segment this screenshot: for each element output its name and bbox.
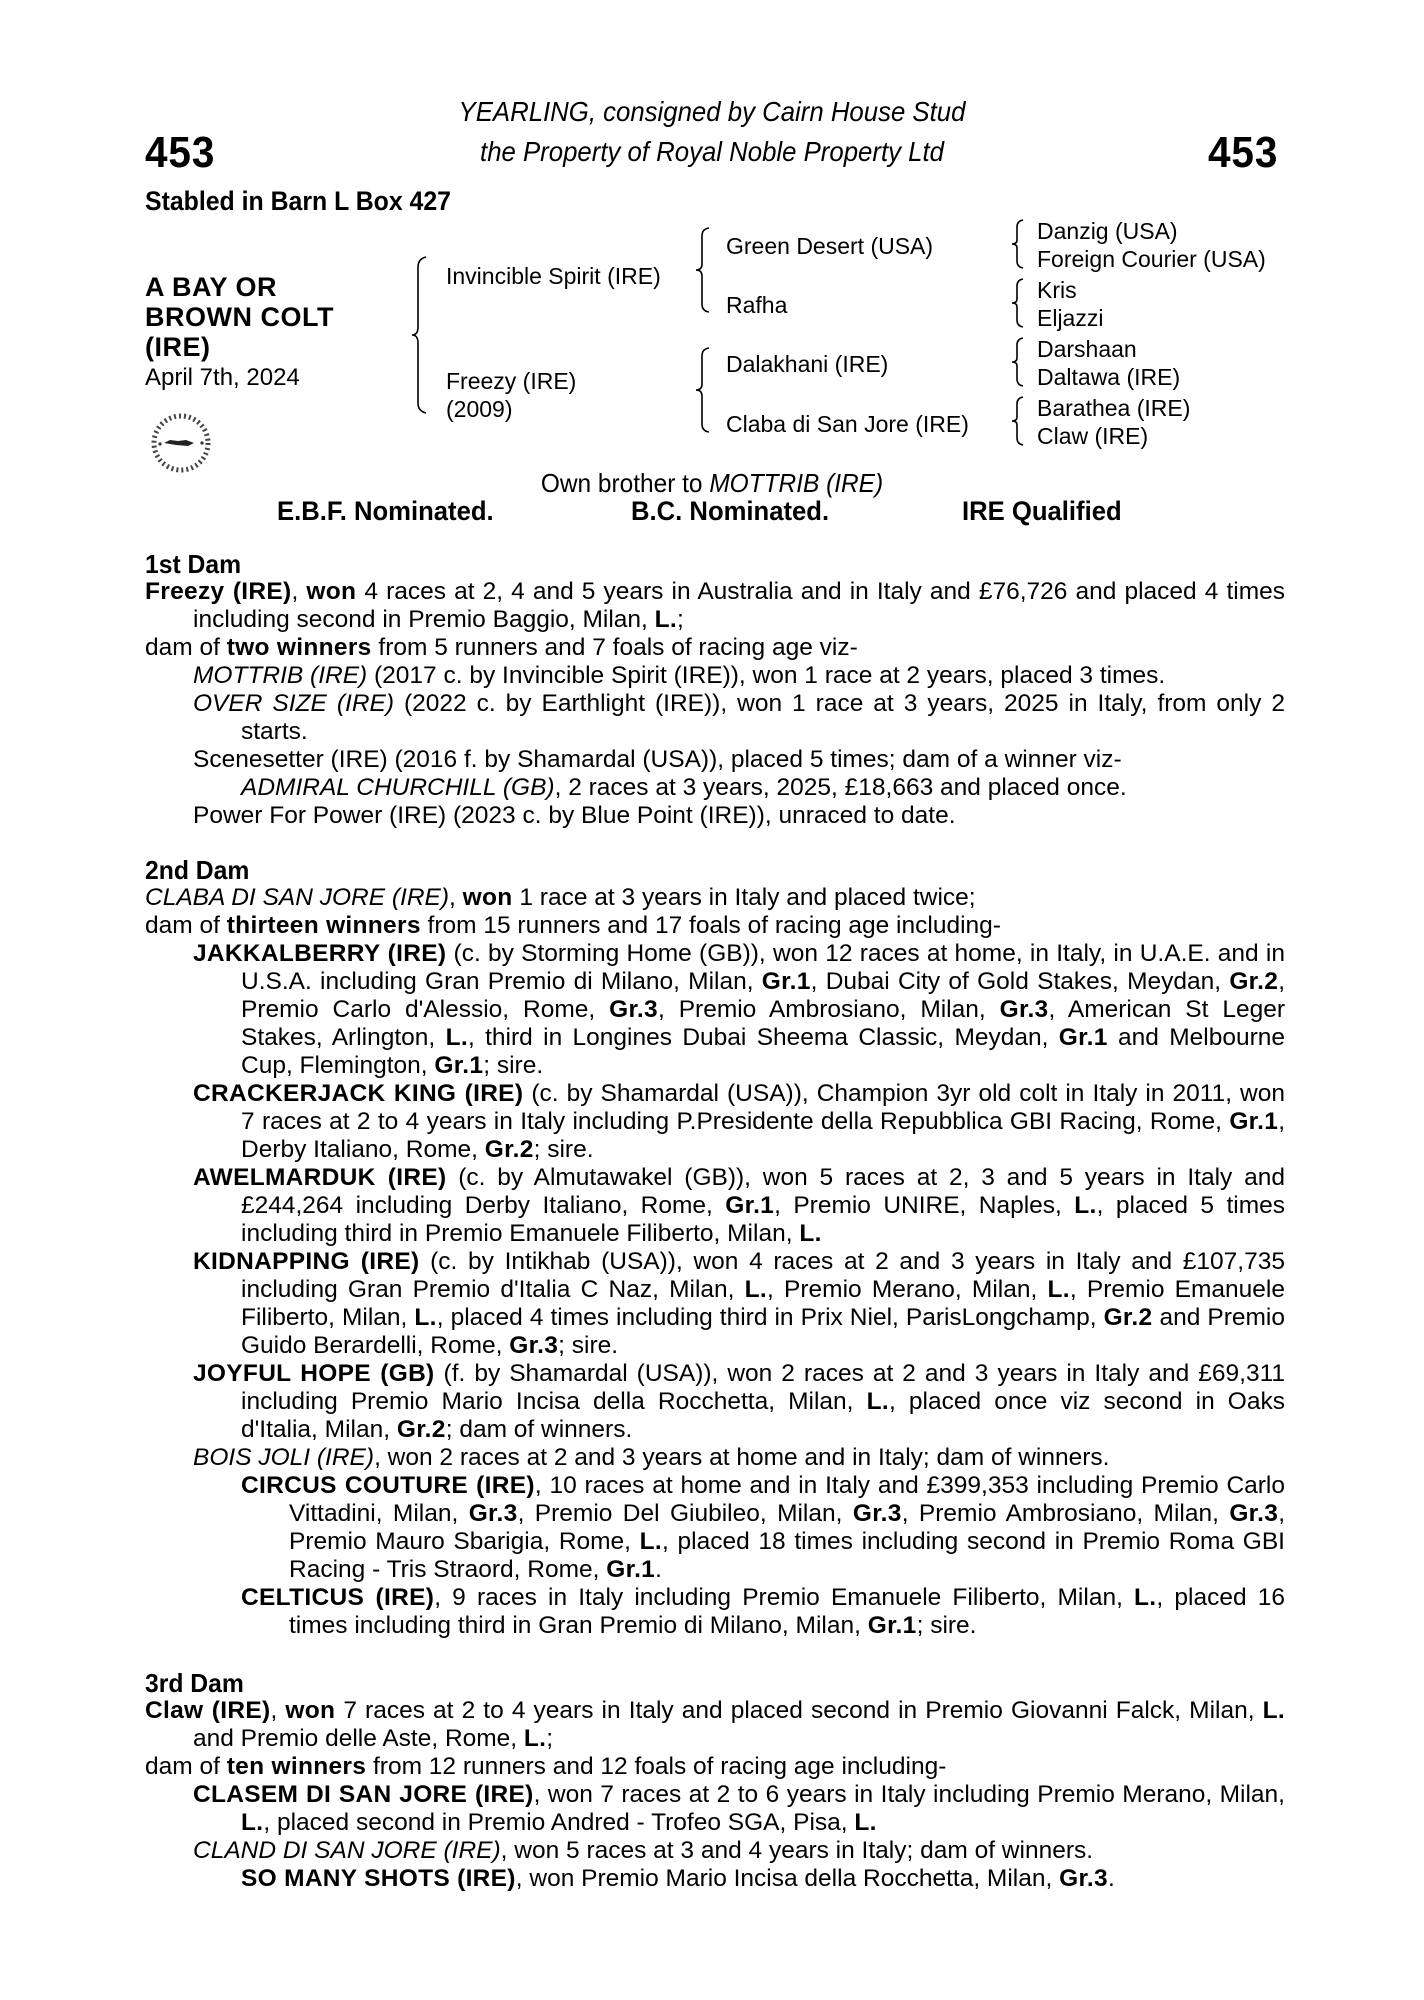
bold-run: CELTICUS (IRE) (241, 1584, 435, 1611)
pedigree-brace-dam (693, 346, 713, 434)
bold-run: ten winners (226, 1753, 367, 1780)
text-run: ; sire. (533, 1136, 594, 1163)
bold-run: two winners (226, 634, 372, 661)
pedigree-dam-dam: Claba di San Jore (IRE) (726, 411, 969, 437)
bold-run: L. (854, 1809, 877, 1836)
pedigree-entry (193, 1164, 1285, 1248)
text-run: from 5 runners and 7 foals of racing age viz- (371, 634, 858, 661)
bold-run: L. (1134, 1584, 1157, 1611)
pedigree-brace-sire (693, 226, 713, 314)
pedigree-ggp: Darshaan (1037, 336, 1137, 362)
pedigree-entry (193, 1837, 1285, 1865)
bold-run: SO MANY SHOTS (IRE) (241, 1865, 516, 1892)
text-run: , placed once viz second in Oaks d'Italia, Milan, (241, 1388, 1285, 1443)
text-run: , (291, 578, 307, 605)
bold-run: Gr.1 (867, 1612, 917, 1639)
text-run: Scenesetter (IRE) (2016 f. by Shamardal (USA)), placed 5 times; dam of a winner viz- (193, 746, 1122, 773)
pedigree-entry (193, 1444, 1285, 1472)
pedigree-ggp: Foreign Courier (USA) (1037, 246, 1266, 272)
pedigree-entry (145, 634, 1285, 662)
horse-title-line: BROWN COLT (145, 302, 334, 332)
bold-run: Gr.1 (1058, 1024, 1108, 1051)
bold-run: Gr.2 (484, 1136, 534, 1163)
bold-run: L. (1262, 1697, 1285, 1724)
pedigree-dam-year: (2009) (446, 396, 513, 422)
text-run: , placed 4 times including third in Prix Niel, ParisLongchamp, (436, 1304, 1104, 1331)
bold-run: Gr.3 (999, 996, 1049, 1023)
text-run: . (1107, 1865, 1115, 1892)
pedigree-dam-sire: Dalakhani (IRE) (726, 351, 889, 377)
text-run: , placed second in Premio Andred - Trofeo SGA, Pisa, (263, 1809, 855, 1836)
text-run: , (449, 884, 463, 911)
text-run: ; (677, 606, 684, 633)
bold-run: Gr.3 (468, 1500, 518, 1527)
pedigree-entry (145, 1753, 1285, 1781)
bold-run: L. (1047, 1276, 1070, 1303)
text-run: , 10 races at home and in Italy and £399,353 including Premio Carlo Vittadini, Milan, (289, 1472, 1285, 1527)
pedigree-entry (193, 1360, 1285, 1444)
pedigree-entry (193, 746, 1285, 774)
text-run: and Premio Guido Berardelli, Rome, (241, 1304, 1285, 1359)
bold-run: won (306, 578, 357, 605)
bc-nominated: B.C. Nominated. (631, 496, 830, 526)
text-run: (c. by Storming Home (GB)), won 12 races at home, in Italy, in U.A.E. and in U.S.A. including Gran Premio di Milano, Milan, (241, 940, 1285, 995)
pedigree-entry (241, 1584, 1285, 1640)
pedigree-brace-ggp-3 (1010, 336, 1026, 388)
bold-run: Gr.1 (725, 1192, 775, 1219)
text-run: , Premio Merano, Milan, (767, 1276, 1048, 1303)
text-run: (2017 c. by Invincible Spirit (IRE)), won 1 race at 2 years, placed 3 times. (367, 662, 1166, 689)
bold-run: L. (744, 1276, 768, 1303)
text-run: , American St Leger Stakes, Arlington, (241, 996, 1285, 1051)
pedigree-entry (193, 1781, 1285, 1837)
bold-run: L. (523, 1725, 547, 1752)
text-run: from 12 runners and 12 foals of racing age including- (366, 1753, 947, 1780)
pedigree-entry (193, 1248, 1285, 1360)
pedigree-ggp: Barathea (IRE) (1037, 395, 1191, 421)
pedigree-ggp: Daltawa (IRE) (1037, 364, 1181, 390)
bold-run: CIRCUS COUTURE (IRE) (241, 1472, 535, 1499)
bold-run: CLASEM DI SAN JORE (IRE) (193, 1781, 534, 1808)
text-run: , won Premio Mario Incisa della Rocchetta, Milan, (515, 1865, 1060, 1892)
horse-title (145, 272, 334, 362)
text-run: 1 race at 3 years in Italy and placed twice; (512, 884, 976, 911)
text-run: , Premio Carlo d'Alessio, Rome, (241, 968, 1285, 1023)
dam-heading-3: 3rd Dam (145, 1668, 244, 1698)
text-run: (f. by Shamardal (USA)), won 2 races at 2 and 3 years in Italy and £69,311 including Premio Mario Incisa della Rocchetta, Milan, (241, 1360, 1285, 1415)
pedigree-entry (193, 940, 1285, 1080)
ire-qualified: IRE Qualified (962, 496, 1122, 526)
text-run: , Premio Ambrosiano, Milan, (901, 1500, 1230, 1527)
bold-run: AWELMARDUK (IRE) (193, 1164, 447, 1191)
italic-run: CLAND DI SAN JORE (IRE) (193, 1837, 501, 1864)
bold-run: Gr.2 (1229, 968, 1279, 995)
lot-number-left: 453 (145, 128, 216, 177)
stud-seal-icon (148, 410, 214, 476)
pedigree-brace-main (410, 255, 430, 415)
bold-run: L. (1074, 1192, 1097, 1219)
text-run: , Derby Italiano, Rome, (241, 1108, 1285, 1163)
dam-heading-2: 2nd Dam (145, 855, 250, 885)
text-run: dam of (145, 1753, 227, 1780)
text-run: , Premio Mauro Sbarigia, Rome, (289, 1500, 1285, 1555)
dam-heading-1: 1st Dam (145, 549, 242, 579)
text-run: 4 races at 2, 4 and 5 years in Australia and in Italy and £76,726 and placed 4 times including second in Premio Baggio, Milan, (193, 578, 1285, 633)
italic-run: OVER SIZE (IRE) (193, 690, 395, 717)
stabled-location: Stabled in Barn L Box 427 (145, 186, 452, 216)
own-brother-note (43, 468, 1382, 499)
text-run: dam of (145, 912, 227, 939)
lot-number-right: 453 (1208, 128, 1279, 177)
own-brother-prefix: Own brother to (540, 468, 710, 498)
consignor-line: YEARLING, consigned by Cairn House Stud (458, 96, 966, 127)
italic-run: BOIS JOLI (IRE) (193, 1444, 375, 1471)
text-run: , placed 16 times including third in Gran Premio di Milano, Milan, (289, 1584, 1285, 1639)
text-run: and Premio delle Aste, Rome, (193, 1725, 524, 1752)
bold-run: Gr.1 (434, 1052, 484, 1079)
own-brother-name: MOTTRIB (IRE) (709, 468, 884, 498)
bold-run: Gr.1 (761, 968, 811, 995)
pedigree-brace-ggp-4 (1010, 395, 1026, 447)
text-run: 7 races at 2 to 4 years in Italy and placed second in Premio Giovanni Falck, Milan, (335, 1697, 1263, 1724)
bold-run: JOYFUL HOPE (GB) (193, 1360, 435, 1387)
text-run: , Dubai City of Gold Stakes, Meydan, (810, 968, 1230, 995)
text-run: Power For Power (IRE) (2023 c. by Blue Point (IRE)), unraced to date. (193, 802, 956, 829)
text-run: , placed 5 times including third in Premio Emanuele Filiberto, Milan, (241, 1192, 1285, 1247)
text-run: dam of (145, 634, 227, 661)
text-run: , (270, 1697, 286, 1724)
pedigree-sire-sire: Green Desert (USA) (726, 233, 934, 259)
text-run: , won 2 races at 2 and 3 years at home and in Italy; dam of winners. (374, 1444, 1110, 1471)
text-run: , Premio Ambrosiano, Milan, (657, 996, 1000, 1023)
text-run: , 9 races in Italy including Premio Emanuele Filiberto, Milan, (434, 1584, 1135, 1611)
pedigree-entry (193, 1080, 1285, 1164)
bold-run: Gr.3 (1059, 1865, 1108, 1892)
pedigree-entry (145, 884, 1285, 912)
pedigree-sire-dam: Rafha (726, 292, 788, 318)
text-run: , won 7 races at 2 to 6 years in Italy including Premio Merano, Milan, (533, 1781, 1285, 1808)
owner-line: the Property of Royal Noble Property Ltd (480, 136, 944, 167)
pedigree-dam: Freezy (IRE) (446, 368, 577, 394)
text-run: , won 5 races at 3 and 4 years in Italy; dam of winners. (500, 1837, 1094, 1864)
horse-title-line: A BAY OR (145, 272, 278, 302)
bold-run: L. (866, 1388, 889, 1415)
pedigree-entry (241, 1865, 1285, 1893)
bold-run: Freezy (IRE) (145, 578, 292, 605)
text-run: (c. by Almutawakel (GB)), won 5 races at 2, 3 and 5 years in Italy and £244,264 including Derby Italiano, Rome, (241, 1164, 1285, 1219)
text-run: , Premio Emanuele Filiberto, Milan, (241, 1276, 1285, 1331)
pedigree-ggp: Claw (IRE) (1037, 423, 1149, 449)
pedigree-entry (241, 774, 1285, 802)
bold-run: Gr.3 (509, 1332, 559, 1359)
pedigree-ggp: Kris (1037, 277, 1077, 303)
pedigree-entry (193, 802, 1285, 830)
pedigree-entry (145, 578, 1285, 634)
text-run: ; sire. (558, 1332, 619, 1359)
text-run: ; (546, 1725, 554, 1752)
bold-run: Gr.3 (1229, 1500, 1279, 1527)
pedigree-sire: Invincible Spirit (IRE) (446, 263, 661, 289)
bold-run: KIDNAPPING (IRE) (193, 1248, 420, 1275)
bold-run: Gr.1 (606, 1556, 656, 1583)
pedigree-entry (193, 690, 1285, 746)
bold-run: Gr.2 (396, 1416, 446, 1443)
text-run: ; sire. (916, 1612, 977, 1639)
bold-run: L. (799, 1220, 822, 1247)
horse-title-line: (IRE) (145, 332, 211, 362)
bold-run: L. (654, 606, 678, 633)
bold-run: L. (414, 1304, 437, 1331)
ebf-nominated: E.B.F. Nominated. (277, 496, 494, 526)
text-run: ; dam of winners. (445, 1416, 633, 1443)
bold-run: Gr.3 (852, 1500, 902, 1527)
text-run: , placed 18 times including second in Premio Roma GBI Racing - Tris Straord, Rome, (289, 1528, 1285, 1583)
bold-run: Gr.3 (609, 996, 658, 1023)
pedigree-ggp: Eljazzi (1037, 305, 1104, 331)
text-run: , Premio UNIRE, Naples, (774, 1192, 1075, 1219)
text-run: (c. by Intikhab (USA)), won 4 races at 2 and 3 years in Italy and £107,735 including Gran Premio d'Italia C Naz, Milan, (241, 1248, 1285, 1303)
bold-run: Gr.1 (1229, 1108, 1279, 1135)
bold-run: L. (241, 1809, 264, 1836)
text-run: ; sire. (483, 1052, 544, 1079)
text-run: (2022 c. by Earthlight (IRE)), won 1 race at 3 years, 2025 in Italy, from only 2 starts. (241, 690, 1285, 745)
text-run: , third in Longines Dubai Sheema Classic, Meydan, (467, 1024, 1059, 1051)
text-run: from 15 runners and 17 foals of racing age including- (420, 912, 1001, 939)
pedigree-brace-ggp-2 (1010, 277, 1026, 329)
pedigree-entry (145, 912, 1285, 940)
pedigree-ggp: Danzig (USA) (1037, 218, 1178, 244)
bold-run: CRACKERJACK KING (IRE) (193, 1080, 524, 1107)
italic-run: MOTTRIB (IRE) (193, 662, 368, 689)
pedigree-entry (145, 1697, 1285, 1753)
bold-run: thirteen winners (226, 912, 421, 939)
italic-run: CLABA DI SAN JORE (IRE) (145, 884, 450, 911)
pedigree-entry (193, 662, 1285, 690)
bold-run: JAKKALBERRY (IRE) (193, 940, 447, 967)
foaling-date: April 7th, 2024 (145, 364, 300, 391)
text-run: , 2 races at 3 years, 2025, £18,663 and placed once. (554, 774, 1127, 801)
italic-run: ADMIRAL CHURCHILL (GB) (241, 774, 555, 801)
text-run: , Premio Del Giubileo, Milan, (517, 1500, 853, 1527)
bold-run: Gr.2 (1103, 1304, 1153, 1331)
pedigree-brace-ggp-1 (1010, 218, 1026, 270)
bold-run: Claw (IRE) (145, 1697, 271, 1724)
bold-run: L. (639, 1528, 663, 1555)
text-run: and Melbourne Cup, Flemington, (241, 1024, 1285, 1079)
bold-run: L. (445, 1024, 468, 1051)
pedigree-entry (241, 1472, 1285, 1584)
bold-run: won (285, 1697, 336, 1724)
bold-run: won (462, 884, 513, 911)
text-run: (c. by Shamardal (USA)), Champion 3yr old colt in Italy in 2011, won 7 races at 2 to 4 years in Italy including P.Presidente della Repubblica GBI Racing, Rome, (241, 1080, 1286, 1135)
text-run: . (655, 1556, 662, 1583)
